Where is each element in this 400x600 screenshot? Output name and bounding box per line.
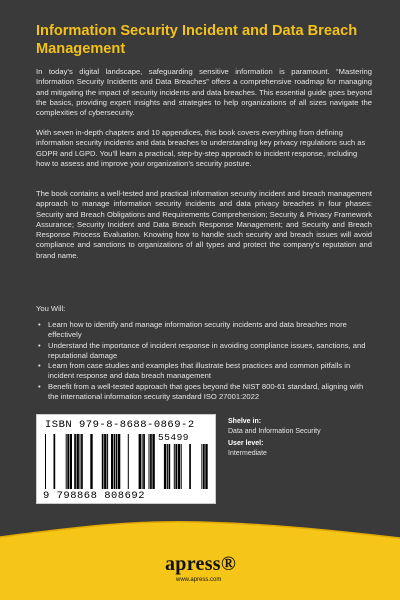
description-paragraph-2: With seven in-depth chapters and 10 appendices, this book covers everything from defining information security incidents and data breaches to understanding key privacy regulations such as GDPR and LGPD. You’ll learn a practical, step-by-step approach to incident response, including how to assess and improve your organization’s security posture. — [36, 128, 366, 168]
shelve-value: Data and Information Security — [228, 427, 321, 435]
shelve-label: Shelve in: — [228, 418, 262, 425]
user-level-value: Intermediate — [228, 449, 267, 457]
user-level-label: User level: — [228, 440, 264, 447]
price-code: 55499 — [158, 432, 190, 443]
description-paragraph-3: The book contains a well-tested and practical information security incident and breach management approach to manage information security incidents and data privacy breaches in four phases: Security and Breach Obligations and Requirements Comprehension; Security & Privacy Framework Assurance; Security Incident and Data Breach Response Management; and Security and Breach Response Process Evaluation. Knowing how to handle such security and breach issues will avoid compliance and sanctions to organizations of all types and protect the company’s reputation and brand name. — [36, 189, 372, 260]
book-title: Information Security Incident and Data Breach Management — [36, 23, 358, 57]
list-item: • Benefit from a well-tested approach that goes beyond the NIST 800-61 standard, aligning with the international information security standard ISO 27001:2022 — [36, 382, 372, 403]
you-will-heading: You Will: — [36, 304, 66, 313]
publisher-url[interactable]: www.apress.com — [176, 577, 222, 583]
barcode-number: 9 798868 808692 — [43, 490, 146, 502]
list-item: • Learn how to identify and manage information security incidents and data breaches more effectively — [36, 320, 372, 341]
publisher-logo: apress® — [165, 553, 237, 575]
isbn-text: ISBN 979-8-8688-0869-2 — [45, 419, 195, 431]
description-paragraph-1: In today’s digital landscape, safeguarding sensitive information is paramount. “Mastering Information Security Incidents and Data Breaches” offers a comprehensive roadmap for managing and mitigating the impact of security incidents and data breaches. This essential guide goes beyond the basics, providing expert insights and strategies to help organizations of all sizes navigate the complexities of cybersecurity. — [36, 67, 372, 118]
list-item: • Learn from case studies and examples that illustrate best practices and common pitfalls in incident response and data breach management — [36, 361, 372, 382]
list-item: • Understand the importance of incident response in avoiding compliance issues, sanctions, and reputational damage — [36, 341, 372, 362]
